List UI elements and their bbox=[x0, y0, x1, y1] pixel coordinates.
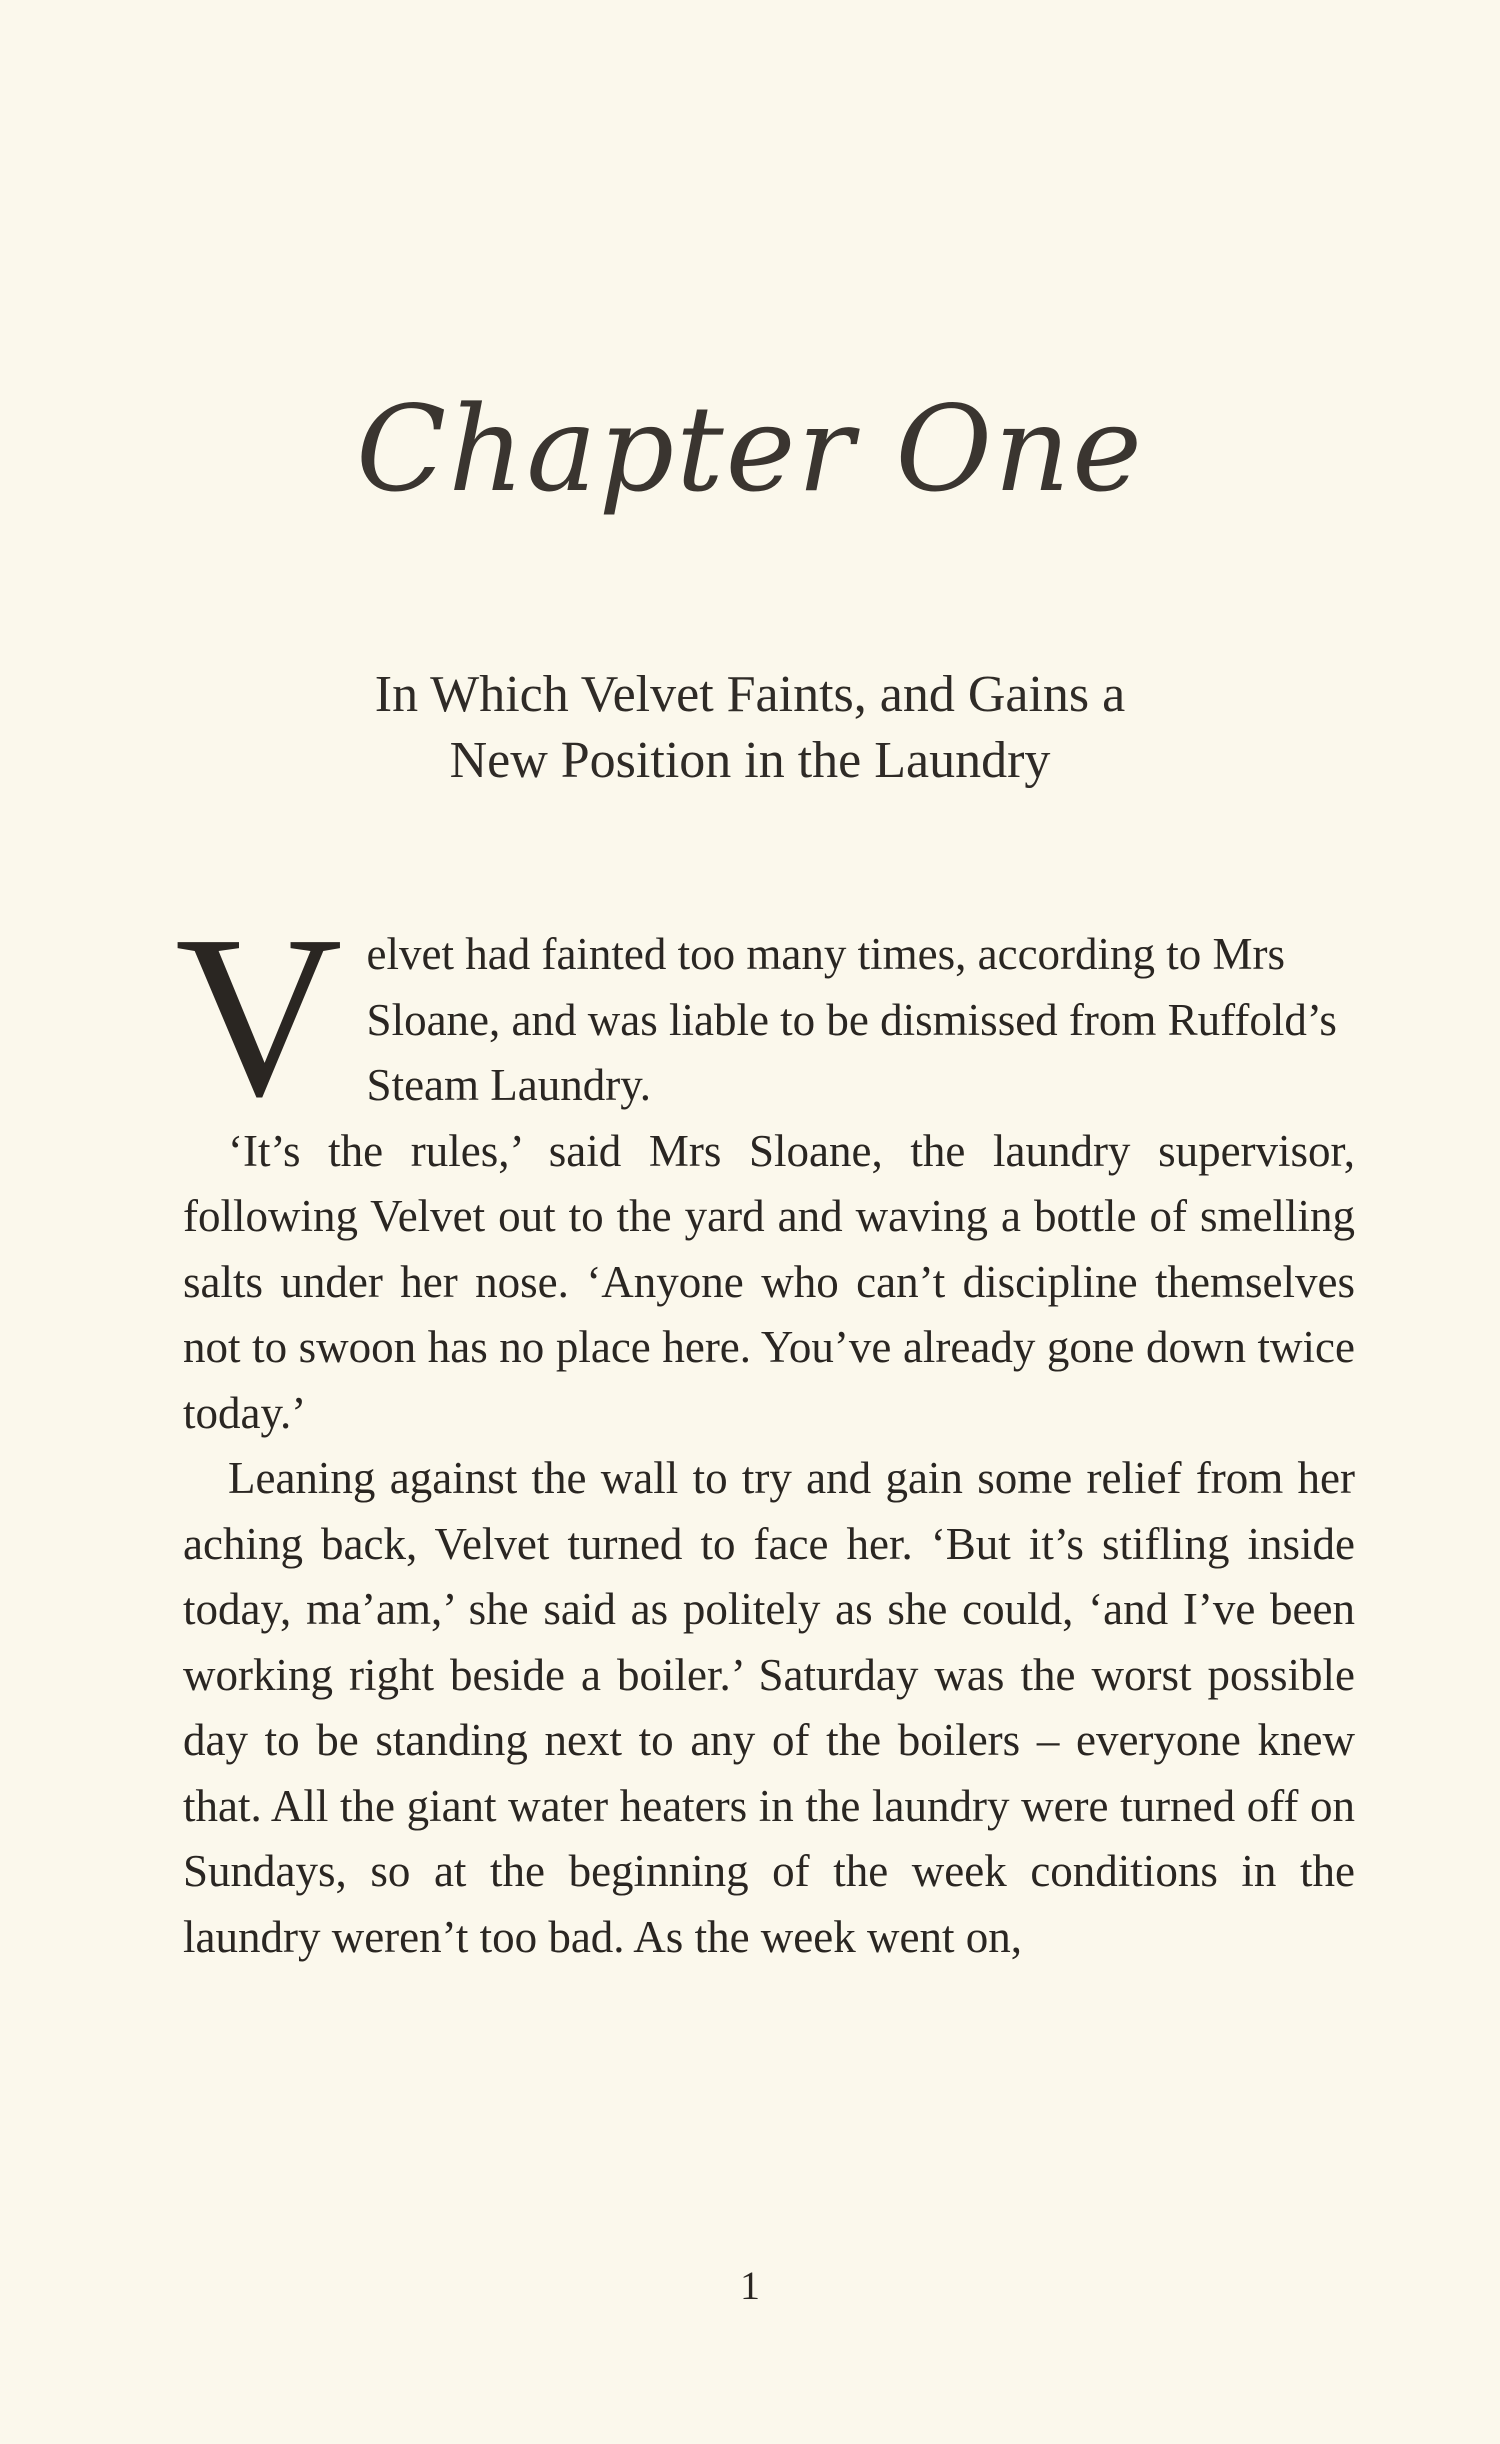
page-number: 1 bbox=[740, 2263, 760, 2308]
subtitle-line-1: In Which Velvet Faints, and Gains a bbox=[374, 666, 1126, 723]
paragraph-2: ‘It’s the rules,’ said Mrs Sloane, the laundry supervisor, following Velvet out to the yard and waving a bottle of smelling salts under her nose. ‘Anyone who can’t discipline themselves not to swoon has no place here. You’ve already gone down twice today.’ bbox=[183, 1125, 1355, 1438]
body-text bbox=[175, 888, 1355, 1970]
chapter-heading: Chapter One bbox=[356, 380, 1144, 518]
paragraph-3: Leaning against the wall to try and gain some relief from her aching back, Velvet turned to face her. ‘But it’s stifling inside today, ma’am,’ she said as politely as she could, ‘and I’ve been working right beside a boiler.’ Saturday was the worst possible day to be standing next to any of the boilers – everyone knew that. All the giant water heaters in the laundry were turned off on Sundays, so at the beginning of the week conditions in the laundry weren’t too bad. As the week went on, bbox=[183, 1453, 1355, 1962]
paragraph-1: elvet had fainted too many times, according to Mrs Sloane, and was liable to be dismissed from Ruffold’s Steam Laundry. bbox=[366, 929, 1337, 1110]
subtitle-line-2: New Position in the Laundry bbox=[449, 732, 1051, 789]
drop-cap: V bbox=[175, 888, 343, 1145]
chapter-subtitle bbox=[0, 662, 1500, 794]
opening-paragraph bbox=[175, 888, 1355, 1145]
